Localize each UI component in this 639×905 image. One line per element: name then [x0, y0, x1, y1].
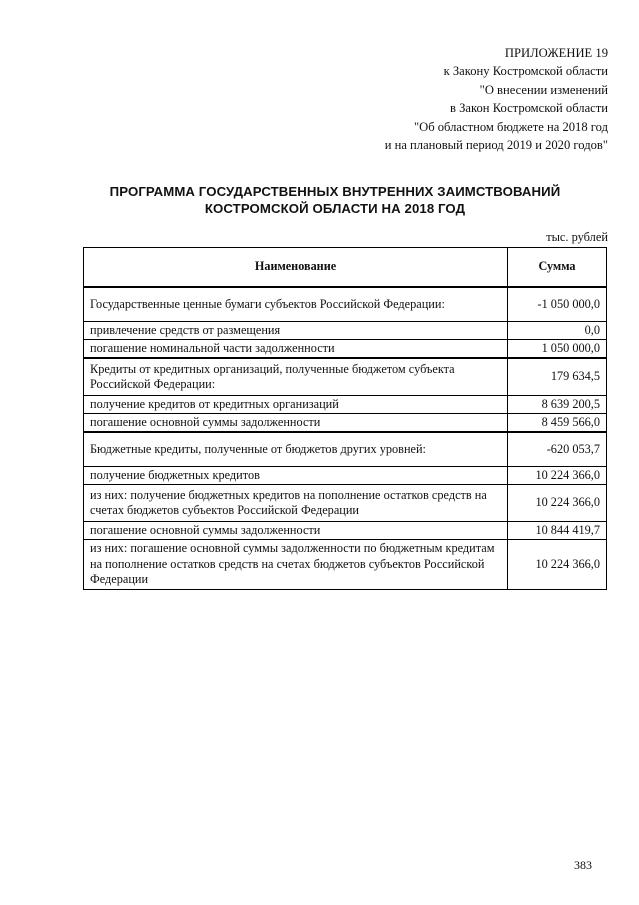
row-sum: 8 639 200,5	[508, 396, 607, 414]
row-sum: 10 224 366,0	[508, 540, 607, 590]
row-sum: -620 053,7	[508, 432, 607, 467]
row-name: погашение основной суммы задолженности	[84, 414, 508, 433]
row-sum: 10 844 419,7	[508, 522, 607, 540]
row-name: получение бюджетных кредитов	[84, 467, 508, 485]
row-name: привлечение средств от размещения	[84, 322, 508, 340]
row-sum: 8 459 566,0	[508, 414, 607, 433]
table-row	[84, 540, 607, 590]
appendix-header	[385, 44, 608, 154]
appendix-line: ПРИЛОЖЕНИЕ 19	[504, 46, 608, 60]
table-row	[84, 432, 607, 467]
appendix-line: "О внесении изменений	[479, 82, 608, 97]
column-header-name: Наименование	[84, 248, 508, 288]
appendix-line: "Об областном бюджете на 2018 год	[413, 119, 608, 134]
table-row	[84, 340, 607, 359]
appendix-line: в Закон Костромской области	[450, 101, 608, 116]
row-name: из них: погашение основной суммы задолженности по бюджетным кредитам на пополнение остатков средств на счетах бюджетов субъектов Российской Федерации	[84, 540, 508, 590]
document-title-line: КОСТРОМСКОЙ ОБЛАСТИ НА 2018 ГОД	[204, 201, 466, 216]
row-sum: -1 050 000,0	[508, 287, 607, 322]
table-row	[84, 522, 607, 540]
appendix-line: и на плановый период 2019 и 2020 годов"	[384, 138, 608, 153]
document-title-line: ПРОГРАММА ГОСУДАРСТВЕННЫХ ВНУТРЕННИХ ЗАИМСТВОВАНИЙ	[109, 184, 561, 199]
page-number: 383	[574, 858, 592, 872]
row-sum: 10 224 366,0	[508, 467, 607, 485]
unit-label: тыс. рублей	[546, 230, 608, 244]
column-header-sum: Сумма	[508, 248, 607, 288]
document-title	[80, 183, 590, 217]
table-row	[84, 396, 607, 414]
row-name: Кредиты от кредитных организаций, полученные бюджетом субъекта Российской Федерации:	[84, 358, 508, 396]
appendix-line: к Закону Костромской области	[443, 64, 608, 79]
row-sum: 10 224 366,0	[508, 485, 607, 522]
row-sum: 1 050 000,0	[508, 340, 607, 359]
table-header-row	[84, 248, 607, 288]
row-name: из них: получение бюджетных кредитов на пополнение остатков средств на счетах бюджетов субъектов Российской Федерации	[84, 485, 508, 522]
row-name: Бюджетные кредиты, полученные от бюджетов других уровней:	[84, 432, 508, 467]
row-name: получение кредитов от кредитных организаций	[84, 396, 508, 414]
table-row	[84, 485, 607, 522]
row-name: Государственные ценные бумаги субъектов Российской Федерации:	[84, 287, 508, 322]
table-row	[84, 358, 607, 396]
borrowing-program-table	[83, 247, 607, 590]
row-sum: 179 634,5	[508, 358, 607, 396]
table-row	[84, 414, 607, 433]
row-sum: 0,0	[508, 322, 607, 340]
table-row	[84, 322, 607, 340]
table-row	[84, 287, 607, 322]
table-row	[84, 467, 607, 485]
row-name: погашение основной суммы задолженности	[84, 522, 508, 540]
row-name: погашение номинальной части задолженности	[84, 340, 508, 359]
